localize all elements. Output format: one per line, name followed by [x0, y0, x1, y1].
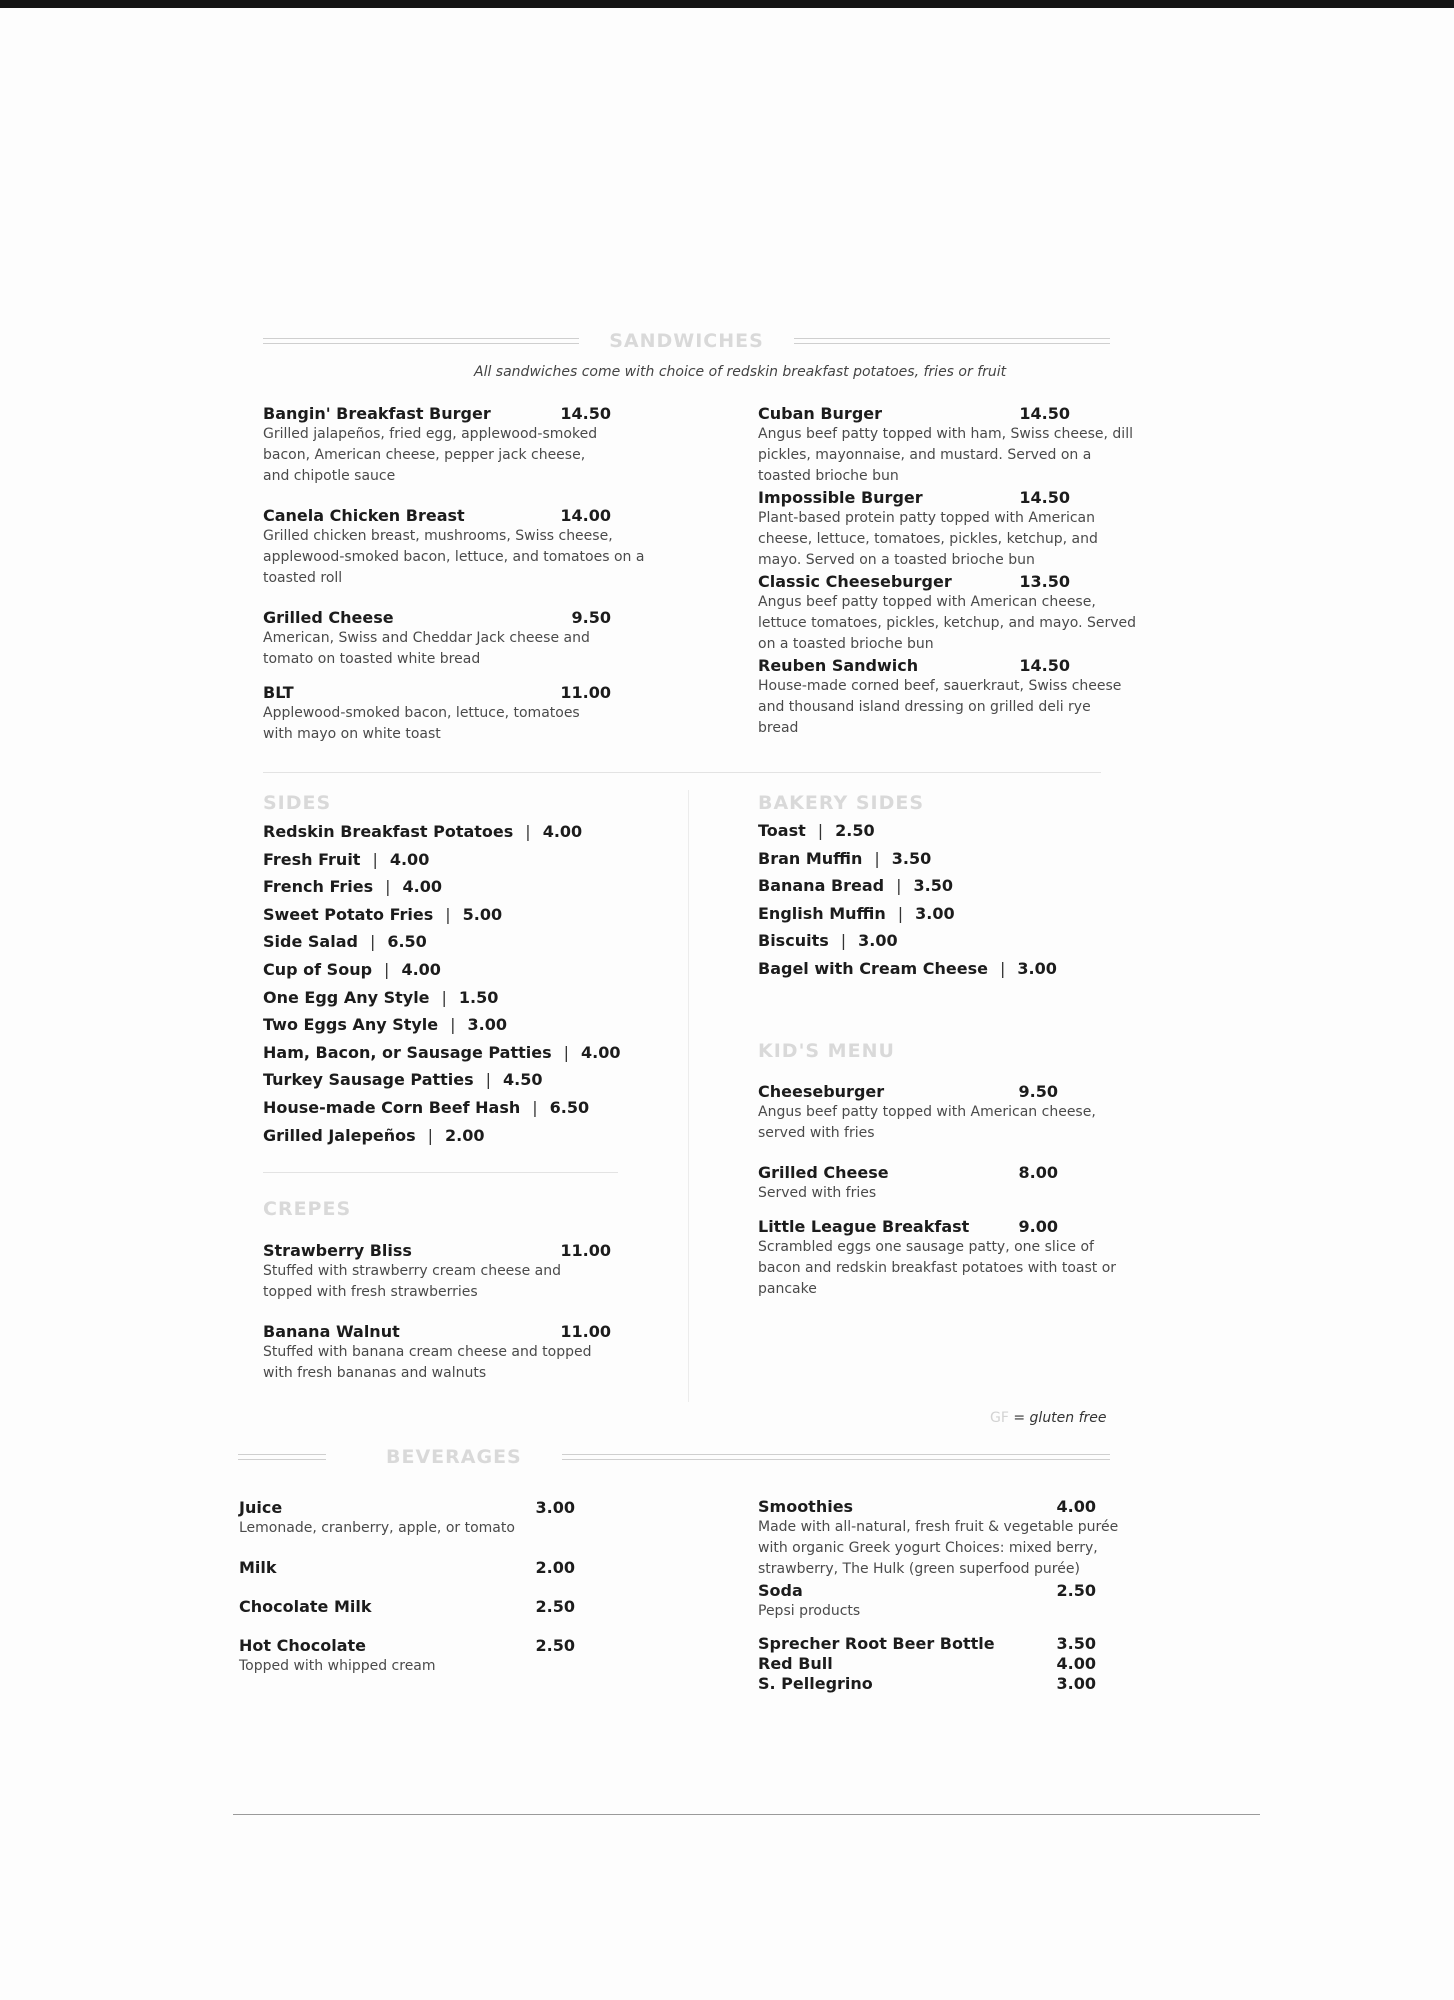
menu-item	[758, 1162, 1128, 1204]
item-description: Topped with whipped cream	[239, 1658, 436, 1674]
item-description: American, Swiss and Cheddar Jack cheese and tomato on toasted white bread	[263, 630, 590, 667]
bakery-sides-list	[758, 817, 1057, 983]
item-name: S. Pellegrino	[758, 1674, 873, 1693]
item-price: 11.00	[560, 1241, 611, 1260]
gluten-free-legend	[990, 1410, 1107, 1426]
item-price: 11.00	[560, 683, 611, 702]
item-name: Canela Chicken Breast	[263, 506, 465, 525]
side-item: Fresh Fruit | 4.00	[263, 849, 430, 869]
item-name: Smoothies	[758, 1497, 854, 1516]
item-name: Sprecher Root Beer Bottle	[758, 1634, 995, 1653]
item-name: Red Bull	[758, 1654, 833, 1673]
menu-item	[263, 1321, 611, 1384]
item-name: Bangin' Breakfast Burger	[263, 404, 491, 423]
beverages-right-column	[758, 1496, 1144, 1694]
item-description: House-made corned beef, sauerkraut, Swiss cheese and thousand island dressing on grilled deli rye bread	[758, 678, 1122, 736]
item-name: Hot Chocolate	[239, 1636, 366, 1655]
item-price: 6.50	[387, 932, 427, 952]
item-price: 4.00	[389, 849, 430, 869]
item-name: Cheeseburger	[758, 1082, 885, 1101]
item-description: Angus beef patty topped with American cheese, served with fries	[758, 1104, 1096, 1141]
item-price: 2.50	[835, 821, 875, 840]
side-item: French Fries | 4.00	[263, 877, 443, 897]
menu-item	[758, 1081, 1128, 1144]
item-price: 14.50	[1019, 656, 1070, 675]
item-name: Cup of Soup	[263, 959, 373, 979]
crepes-title: CREPES	[263, 1198, 352, 1220]
item-name: Fresh Fruit	[263, 849, 361, 869]
header-rule-right	[794, 338, 1110, 344]
item-price: 4.00	[402, 877, 443, 897]
item-name: Soda	[758, 1581, 803, 1600]
item-price: 5.00	[462, 904, 503, 924]
item-description: Made with all-natural, fresh fruit & vegetable purée with organic Greek yogurt Choices: mixed berry, strawberry, The Hulk (green superfood purée)	[758, 1519, 1119, 1577]
item-price: 14.50	[1019, 488, 1070, 507]
side-item: Side Salad | 6.50	[263, 932, 427, 952]
bakery-item: Banana Bread | 3.50	[758, 876, 953, 896]
side-item: Turkey Sausage Patties | 4.50	[263, 1070, 543, 1090]
sandwiches-title: SANDWICHES	[609, 330, 764, 352]
menu-item	[758, 403, 1138, 487]
menu-item	[263, 682, 611, 745]
item-price: 4.00	[401, 959, 441, 979]
sides-title: SIDES	[263, 792, 332, 814]
menu-item	[263, 403, 611, 487]
item-price: 9.50	[571, 608, 611, 627]
side-item: Cup of Soup | 4.00	[263, 959, 441, 979]
item-name: Grilled Cheese	[758, 1163, 889, 1182]
bakery-sides-title: BAKERY SIDES	[758, 792, 925, 814]
side-item: Grilled Jalepeños | 2.00	[263, 1125, 485, 1145]
item-name: Milk	[239, 1558, 277, 1577]
item-price: 3.50	[891, 848, 932, 868]
item-name: Banana Bread	[758, 876, 885, 896]
gf-text: = gluten free	[1008, 1410, 1107, 1426]
bakery-item: Bran Muffin | 3.50	[758, 848, 932, 868]
item-price: 4.00	[581, 1042, 621, 1062]
item-name: French Fries	[263, 877, 374, 897]
bottled-drinks	[758, 1634, 1144, 1694]
item-description: Grilled jalapeños, fried egg, applewood-smoked bacon, American cheese, pepper jack cheese, and chipotle sauce	[263, 426, 598, 484]
item-price: 14.50	[560, 404, 611, 423]
bakery-item: Bagel with Cream Cheese | 3.00	[758, 958, 1057, 978]
menu-item	[758, 1674, 1096, 1694]
menu-item	[239, 1497, 575, 1539]
item-description: Served with fries	[758, 1185, 877, 1201]
item-description: Lemonade, cranberry, apple, or tomato	[239, 1520, 515, 1536]
item-name: Grilled Jalepeños	[263, 1125, 416, 1145]
item-price: 2.50	[535, 1636, 575, 1655]
menu-item	[239, 1557, 575, 1578]
item-name: Chocolate Milk	[239, 1597, 372, 1616]
side-item: One Egg Any Style | 1.50	[263, 987, 499, 1007]
item-name: Turkey Sausage Patties	[263, 1070, 474, 1090]
section-divider	[263, 772, 1101, 773]
item-price: 13.50	[1019, 572, 1070, 591]
menu-item	[758, 1496, 1144, 1580]
kids-menu-title: KID'S MENU	[758, 1040, 895, 1062]
header-rule-right	[562, 1454, 1110, 1460]
item-price: 3.00	[467, 1015, 508, 1035]
menu-item	[758, 1580, 1144, 1622]
item-price: 3.00	[1056, 1674, 1096, 1693]
item-price: 3.00	[915, 903, 955, 923]
item-description: Scrambled eggs one sausage patty, one slice of bacon and redskin breakfast potatoes with toast or pancake	[758, 1239, 1117, 1297]
item-price: 4.00	[1056, 1497, 1096, 1516]
item-name: Redskin Breakfast Potatoes	[263, 822, 514, 841]
menu-item	[758, 571, 1138, 655]
item-name: One Egg Any Style	[263, 987, 430, 1007]
item-description: Stuffed with banana cream cheese and topped with fresh bananas and walnuts	[263, 1344, 592, 1381]
item-name: Reuben Sandwich	[758, 656, 919, 675]
item-price: 3.00	[535, 1498, 575, 1517]
item-name: Little League Breakfast	[758, 1217, 970, 1236]
sandwiches-note: All sandwiches come with choice of redskin breakfast potatoes, fries or fruit	[474, 364, 1007, 380]
sides-list	[263, 818, 621, 1149]
menu-item	[263, 607, 611, 670]
item-name: Strawberry Bliss	[263, 1241, 412, 1260]
item-name: Two Eggs Any Style	[263, 1015, 439, 1035]
item-name: House-made Corn Beef Hash	[263, 1097, 521, 1117]
side-item: Redskin Breakfast Potatoes | 4.00	[263, 822, 583, 841]
beverages-left-column	[239, 1497, 575, 1677]
column-divider	[688, 790, 689, 1402]
side-item: Ham, Bacon, or Sausage Patties | 4.00	[263, 1042, 621, 1062]
item-price: 14.50	[1019, 404, 1070, 423]
item-description: Grilled chicken breast, mushrooms, Swiss cheese, applewood-smoked bacon, lettuce, and tomatoes on a toasted roll	[263, 528, 645, 586]
item-price: 8.00	[1018, 1163, 1058, 1182]
scan-edge	[0, 0, 1454, 8]
item-name: Bran Muffin	[758, 848, 863, 868]
bakery-item: Toast | 2.50	[758, 821, 875, 840]
item-price: 3.50	[913, 876, 953, 896]
menu-item	[263, 505, 645, 589]
item-name: Grilled Cheese	[263, 608, 394, 627]
menu-item	[758, 1216, 1128, 1300]
side-item: Sweet Potato Fries | 5.00	[263, 904, 503, 924]
item-name: Banana Walnut	[263, 1322, 400, 1341]
menu-item	[263, 1240, 611, 1303]
menu-item	[239, 1635, 575, 1677]
item-name: Classic Cheeseburger	[758, 572, 952, 591]
gf-abbr: GF	[990, 1410, 1009, 1426]
crepes-list	[263, 1240, 611, 1384]
beverages-title: BEVERAGES	[386, 1446, 522, 1468]
bakery-item: Biscuits | 3.00	[758, 931, 898, 951]
item-price: 4.00	[1056, 1654, 1096, 1673]
item-name: Cuban Burger	[758, 404, 883, 423]
item-price: 1.50	[458, 987, 499, 1007]
menu-item	[758, 1634, 1096, 1654]
item-name: Bagel with Cream Cheese	[758, 958, 988, 978]
item-description: Plant-based protein patty topped with American cheese, lettuce, tomatoes, pickles, ketchup, and mayo. Served on a toasted brioche bun	[758, 510, 1098, 568]
item-description: Pepsi products	[758, 1603, 861, 1619]
item-price: 9.50	[1018, 1082, 1058, 1101]
item-name: Biscuits	[758, 931, 829, 951]
item-price: 14.00	[560, 506, 611, 525]
menu-item	[758, 655, 1138, 739]
sandwiches-left-column	[263, 403, 645, 745]
item-price: 2.00	[535, 1558, 575, 1577]
item-description: Stuffed with strawberry cream cheese and topped with fresh strawberries	[263, 1263, 561, 1300]
item-price: 2.50	[1056, 1581, 1096, 1600]
item-price: 9.00	[1018, 1217, 1058, 1236]
section-divider	[263, 1172, 618, 1173]
item-price: 3.00	[1017, 958, 1057, 978]
item-name: Side Salad	[263, 932, 358, 952]
item-price: 2.00	[445, 1125, 485, 1145]
sandwiches-header	[263, 330, 1110, 352]
item-name: BLT	[263, 683, 294, 702]
menu-item	[239, 1596, 575, 1617]
item-description: Applewood-smoked bacon, lettuce, tomatoes with mayo on white toast	[263, 705, 580, 742]
side-item: Two Eggs Any Style | 3.00	[263, 1015, 508, 1035]
item-name: English Muffin	[758, 903, 886, 923]
item-name: Sweet Potato Fries	[263, 904, 434, 924]
item-name: Juice	[239, 1498, 283, 1517]
header-rule-left	[263, 338, 579, 344]
item-description: Angus beef patty topped with ham, Swiss cheese, dill pickles, mayonnaise, and mustard. Served on a toasted brioche bun	[758, 426, 1133, 484]
item-name: Toast	[758, 821, 806, 840]
kids-menu-list	[758, 1081, 1128, 1300]
bakery-item: English Muffin | 3.00	[758, 903, 955, 923]
item-description: Angus beef patty topped with American cheese, lettuce tomatoes, pickles, ketchup, and mayo. Served on a toasted brioche bun	[758, 594, 1137, 652]
beverages-header	[238, 1446, 1110, 1468]
item-price: 11.00	[560, 1322, 611, 1341]
menu-item	[758, 1654, 1096, 1674]
item-price: 3.00	[858, 931, 898, 951]
header-rule-left	[238, 1454, 326, 1460]
bottom-rule	[233, 1814, 1260, 1815]
item-price: 4.00	[542, 822, 583, 841]
item-price: 3.50	[1056, 1634, 1096, 1653]
item-name: Impossible Burger	[758, 488, 923, 507]
item-name: Ham, Bacon, or Sausage Patties	[263, 1042, 552, 1062]
sandwiches-right-column	[758, 403, 1138, 739]
item-price: 2.50	[535, 1597, 575, 1616]
menu-item	[758, 487, 1138, 571]
item-price: 6.50	[549, 1097, 590, 1117]
item-price: 4.50	[503, 1070, 543, 1090]
side-item: House-made Corn Beef Hash | 6.50	[263, 1097, 590, 1117]
